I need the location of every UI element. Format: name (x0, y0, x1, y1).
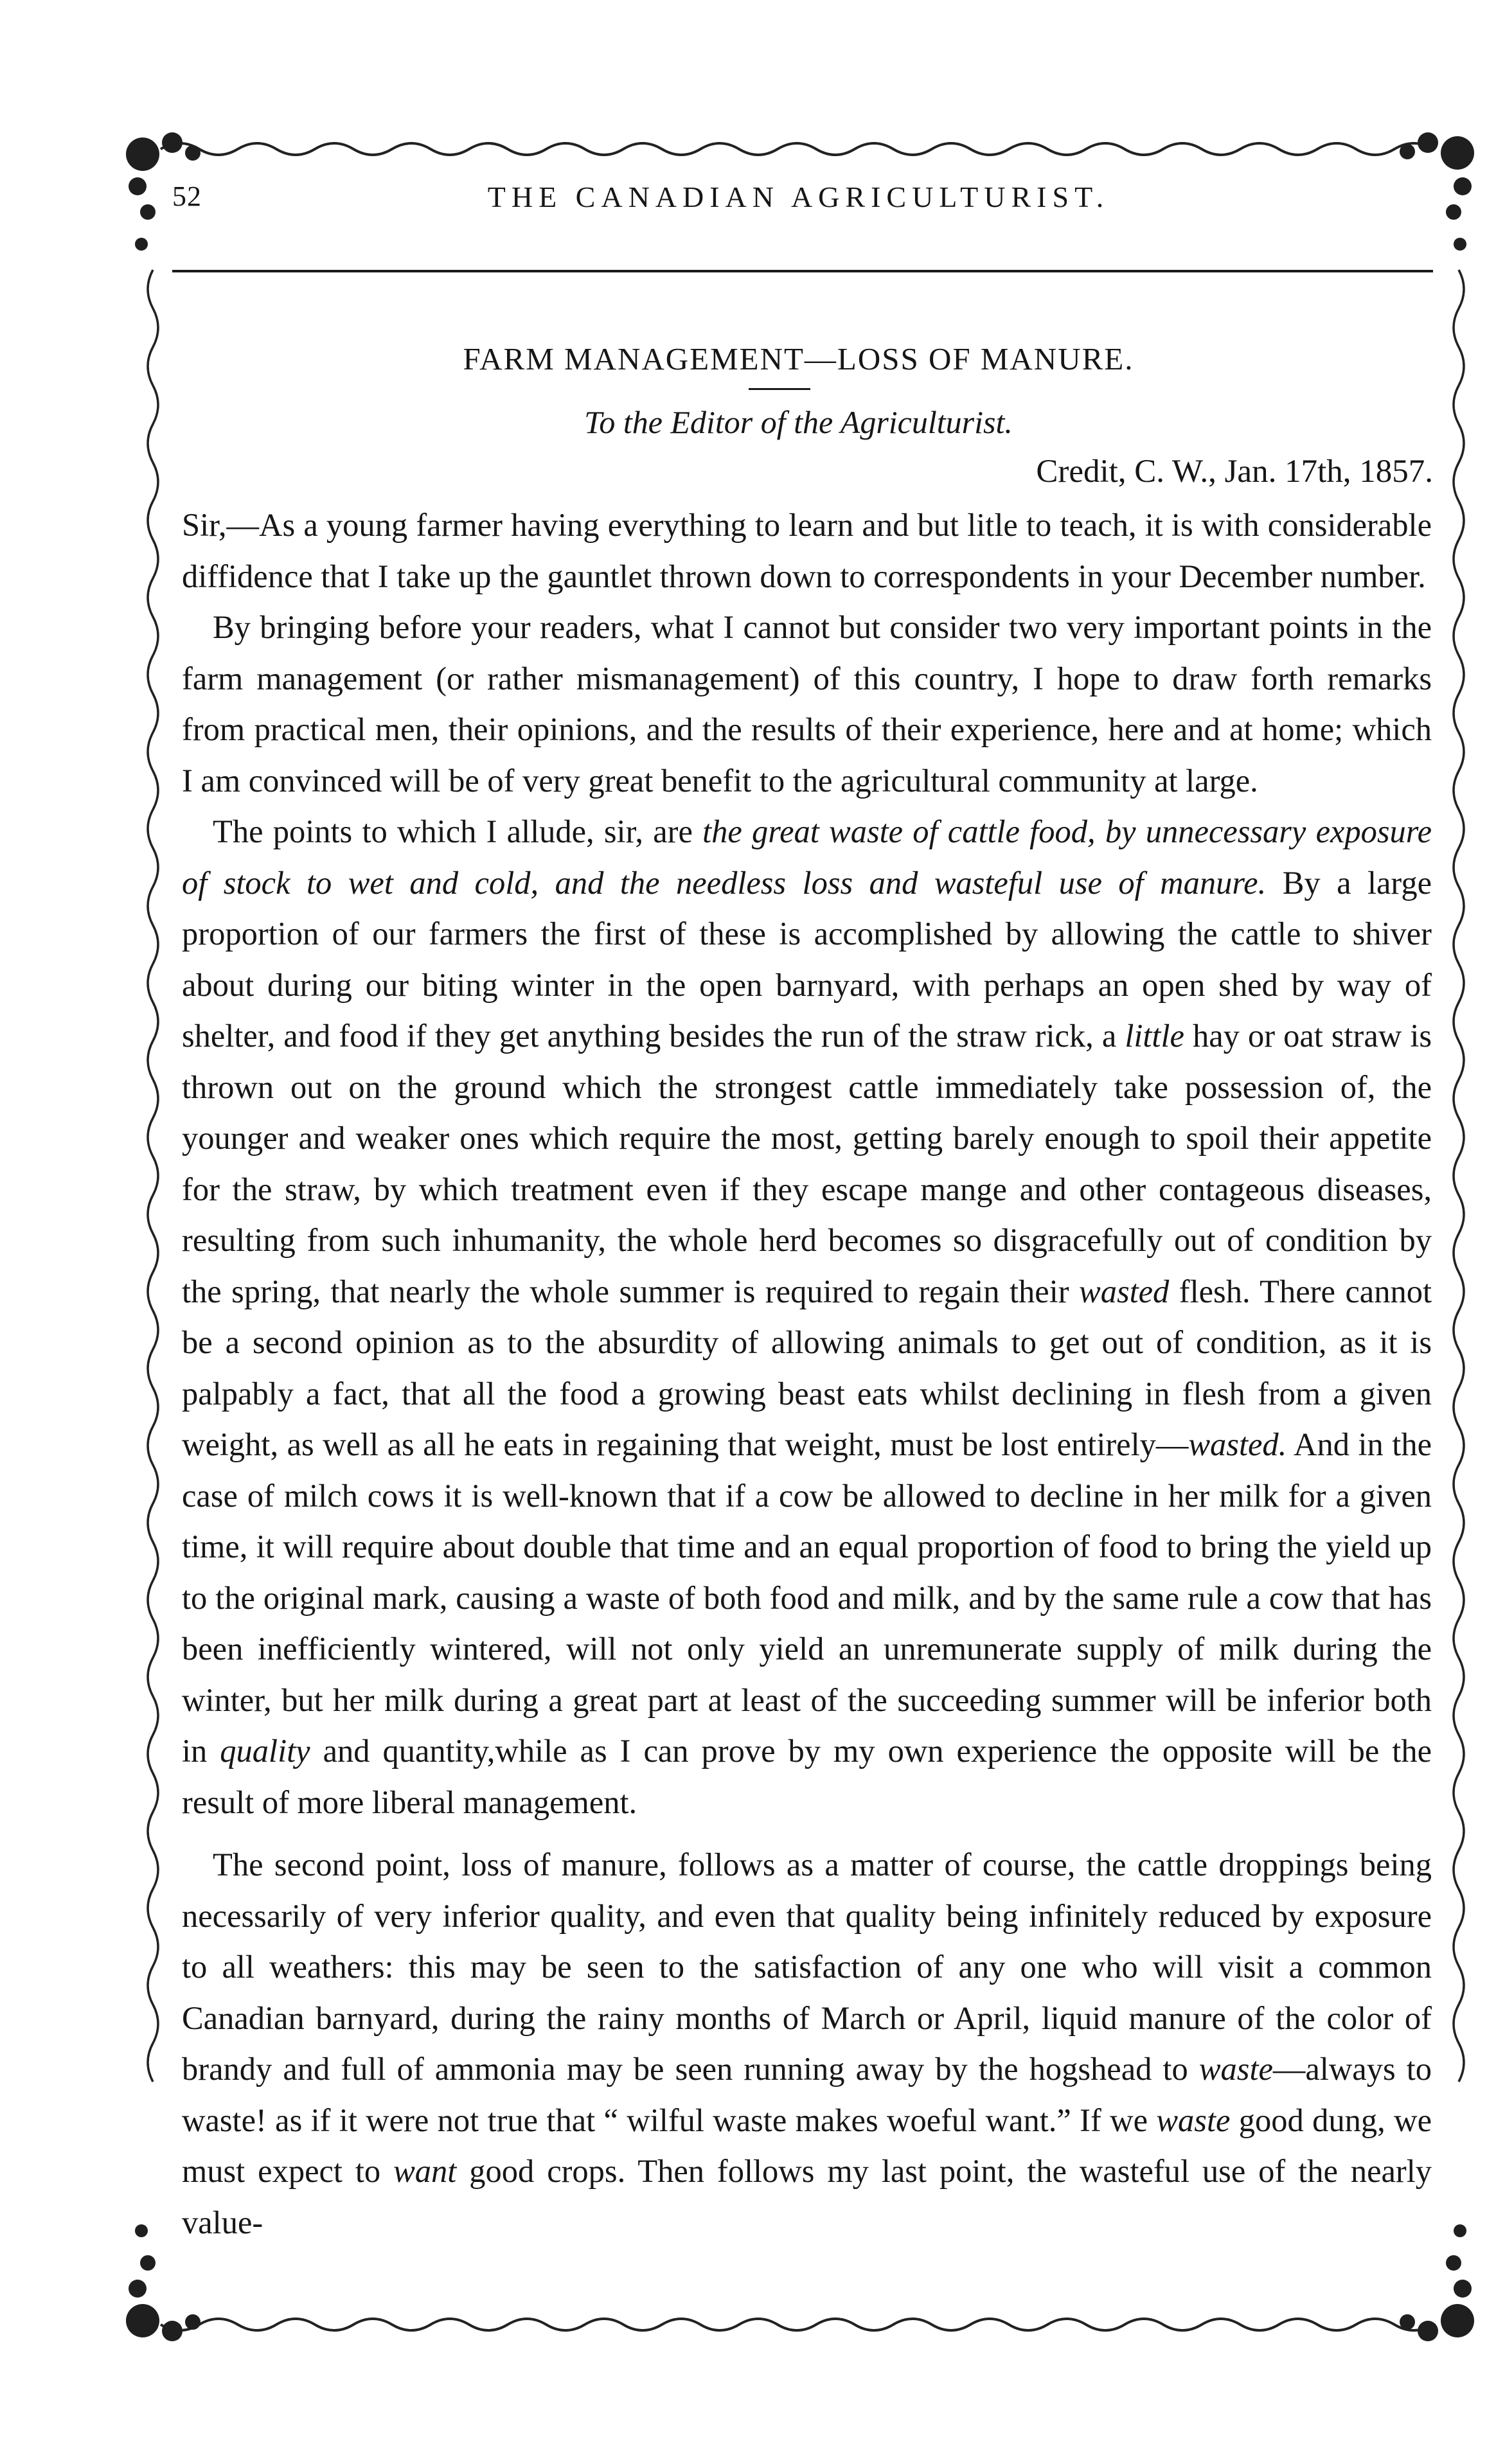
paragraph-3-italic-a: the great waste of cattle food, by unnecessary exposure of stock to wet and cold, and the needless loss and wasteful use of manure. (182, 813, 1432, 901)
article-body (182, 500, 1432, 2248)
dateline: Credit, C. W., Jan. 17th, 1857. (1036, 454, 1433, 490)
paragraph-3-text-b: By a large proportion of our farmers the first of these is accomplished by allowing the cattle to shiver about during our biting winter in the open barnyard, with perhaps an open shed by way of shelter, and food if they get anything besides the run of the straw rick, a (182, 864, 1432, 1054)
paragraph-3-text-c: hay or oat straw is thrown out on the ground which the strongest cattle immediately take possession of, the younger and weaker ones which require the most, getting barely enough to spoil their appetite for the straw, by which treatment even if they escape mange and other contageous diseases, resulting from such inhumanity, the whole herd becomes so disgracefully out of condition by the spring, that nearly the whole summer is required to regain their (182, 1018, 1432, 1309)
paragraph-3-italic-d: wasted. (1188, 1426, 1287, 1462)
running-title: THE CANADIAN AGRICULTURIST. (487, 181, 1110, 213)
bottom-wavy-border (161, 2319, 1433, 2330)
paragraph-3-text-e: And in the case of milch cows it is well-known that if a cow be allowed to decline in her milk for a given time, it will require about double that time and an equal proportion of food to bring the yield up to the original mark, causing a waste of both food and milk, and by the same rule a cow that has been inefficiently wintered, will not only yield an unremunerate supply of milk during the winter, but her milk during a great part at least of the succeeding summer will be inferior both in (182, 1426, 1432, 1769)
paragraph-3-text-a: The points to which I allude, sir, are (213, 813, 703, 849)
title-divider (749, 388, 810, 390)
paragraph-1: Sir,—As a young farmer having everything to learn and but litle to teach, it is with considerable diffidence that I take up the gauntlet thrown down to correspondents in your December number. (182, 507, 1432, 594)
paragraph-3 (182, 806, 1432, 1828)
paragraph-4-text-d: good crops. Then follows my last point, the wasteful use of the nearly value- (182, 2153, 1432, 2240)
paragraph-4-text-c: good dung, we must expect to (182, 2102, 1432, 2189)
paragraph-4-italic-b: waste (1156, 2102, 1231, 2138)
page-header (161, 172, 1436, 230)
paragraph-4-italic-c: want (393, 2153, 457, 2189)
article-title: FARM MANAGEMENT—LOSS OF MANURE. (463, 341, 1134, 377)
paragraph-2: By bringing before your readers, what I cannot but consider two very important points in the farm management (or rather mismanagement) of this country, I hope to draw forth remarks from practical men, their opinions, and the results of their experience, here and at home; which I am convinced will be of very great benefit to the agricultural community at large. (182, 609, 1432, 799)
paragraph-3-italic-e: quality (220, 1733, 310, 1769)
right-wavy-border (1454, 270, 1464, 2082)
paragraph-4-text-b: —always to waste! as if it were not true that “ wilful waste makes woeful want.” If we (182, 2051, 1432, 2138)
addressee-line: To the Editor of the Agriculturist. (584, 404, 1013, 440)
top-wavy-border (161, 143, 1433, 155)
paragraph-3-italic-b: little (1125, 1018, 1184, 1054)
paragraph-4 (182, 1839, 1432, 2248)
paragraph-3-text-d: flesh. There cannot be a second opinion as to the absurdity of allowing animals to get out of condition, as it is palpably a fact, that all the food a growing beast eats whilst declining in flesh from a given weight, as well as all he eats in regaining that weight, must be lost entirely— (182, 1273, 1432, 1462)
header-rule (172, 270, 1433, 272)
paragraph-3-italic-c: wasted (1079, 1273, 1170, 1309)
left-wavy-border (148, 270, 158, 2082)
paragraph-4-text-a: The second point, loss of manure, follows as a matter of course, the cattle droppings being necessarily of very inferior quality, and even that quality being infinitely reduced by exposure to all weathers: this may be seen to the satisfaction of any one who will visit a common Canadian barnyard, during the rainy months of March or April, liquid manure of the color of brandy and full of ammonia may be seen running away by the hogshead to (182, 1847, 1432, 2087)
page-number: 52 (172, 181, 202, 212)
paragraph-3-text-f: and quantity,while as I can prove by my own experience the opposite will be the result of more liberal management. (182, 1733, 1432, 1820)
paragraph-4-italic-a: waste (1198, 2051, 1273, 2087)
